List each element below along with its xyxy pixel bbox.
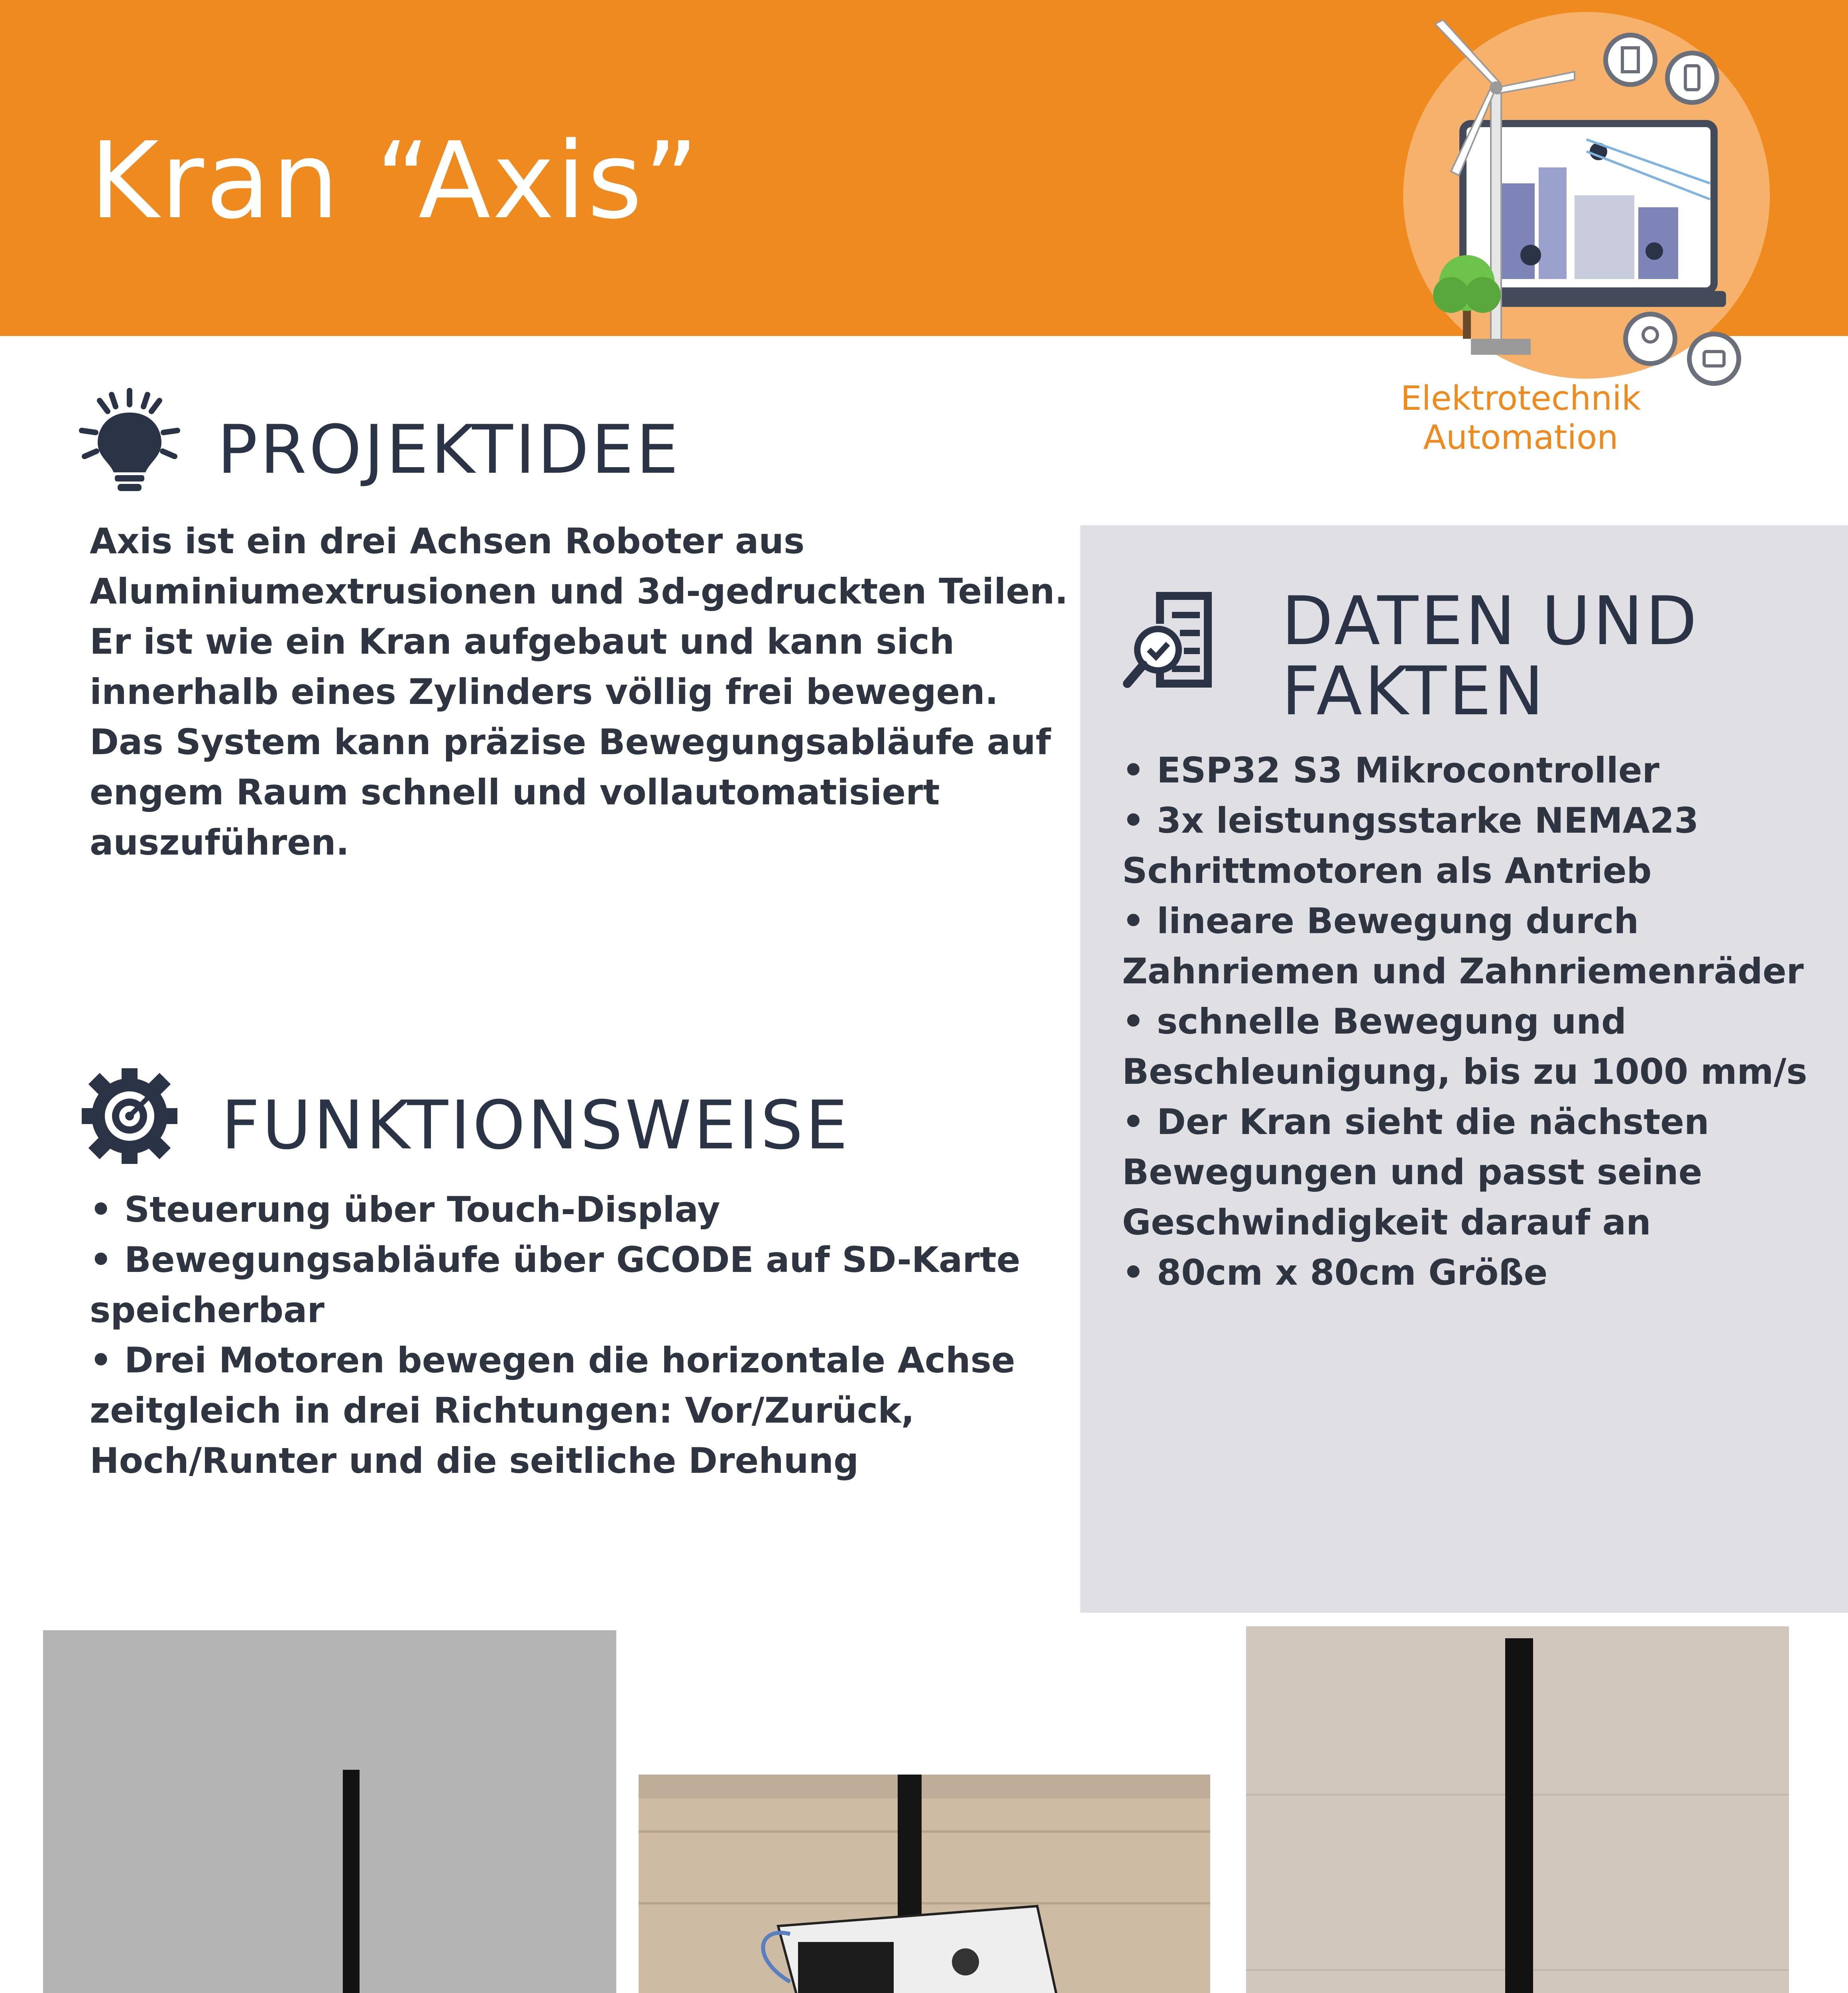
list-item: • Der Kran sieht die nächsten Bewegungen und passt seine Geschwindigkeit darauf an [1122, 1097, 1840, 1248]
section-title-projektidee: PROJEKTIDEE [217, 411, 681, 489]
function-list [90, 1185, 1070, 1486]
list-item: • Steuerung über Touch-Display [90, 1185, 1070, 1235]
department-name-line1: Elektrotechnik [1400, 379, 1641, 418]
gear-target-icon [76, 1060, 183, 1168]
list-item: • schnelle Bewegung und Beschleunigung, bis zu 1000 mm/s [1122, 996, 1840, 1097]
photo-closeup [639, 1775, 1210, 1993]
department-name-line2: Automation [1423, 418, 1618, 457]
list-item: • Drei Motoren bewegen die horizontale Achse zeitgleich in drei Richtungen: Vor/Zurück, Hoch/Runter und die seitliche Drehung [90, 1335, 1070, 1486]
list-item: • lineare Bewegung durch Zahnriemen und Zahnriemenräder [1122, 896, 1840, 996]
list-item: • 3x leistungsstarke NEMA23 Schrittmotoren als Antrieb [1122, 796, 1840, 896]
lightbulb-icon [76, 387, 183, 494]
facts-list [1122, 745, 1840, 1298]
project-idea-text: Axis ist ein drei Achsen Roboter aus Aluminiumextrusionen und 3d-gedruckten Teilen. Er ist wie ein Kran aufgebaut und kann sich innerhalb eines Zylinders völlig frei bewegen. Das System kann präzise Bewegungsabläufe auf engem Raum schnell und vollautomatisiert auszuführen. [90, 521, 1068, 863]
photo-render [43, 1630, 616, 1993]
section-title-daten-und-fakten: DATEN UND FAKTEN [1282, 582, 1700, 731]
document-search-icon [1120, 586, 1228, 694]
page-title: Kran “Axis” [90, 120, 700, 242]
list-item: • Bewegungsabläufe über GCODE auf SD-Karte speicherbar [90, 1235, 1070, 1335]
section-title-funktionsweise: FUNKTIONSWEISE [221, 1086, 850, 1164]
photo-full-crane [1246, 1626, 1789, 1993]
department-logo [1399, 8, 1782, 391]
list-item: • 80cm x 80cm Größe [1122, 1248, 1840, 1298]
list-item: • ESP32 S3 Mikrocontroller [1122, 745, 1840, 796]
